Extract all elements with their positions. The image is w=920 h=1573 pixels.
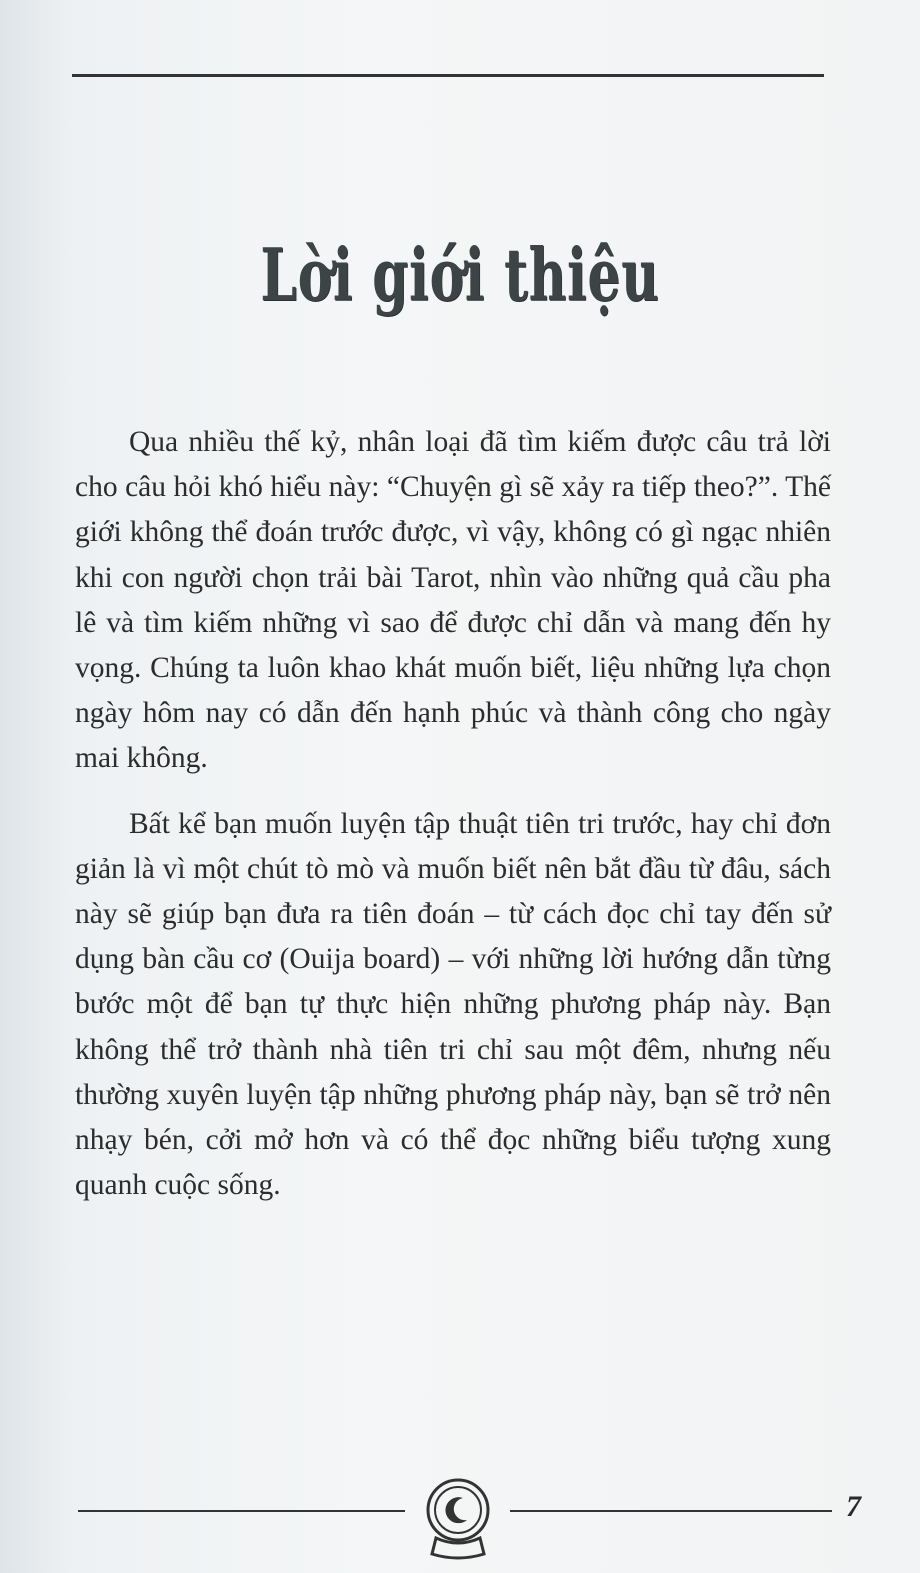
body-text — [75, 420, 831, 1228]
page-title: Lời giới thiệu — [260, 232, 660, 317]
footer-rule-left — [78, 1510, 405, 1512]
paragraph-2: Bất kể bạn muốn luyện tập thuật tiên tri trước, hay chỉ đơn giản là vì một chút tò mò và muốn biết nên bắt đầu từ đâu, sách này sẽ giúp bạn đưa ra tiên đoán – từ cách đọc chỉ tay đến sử dụng bàn cầu cơ (Ouija board) – với những lời hướng dẫn từng bước một để bạn tự thực hiện những phương pháp này. Bạn không thể trở thành nhà tiên tri chỉ sau một đêm, nhưng nếu thường xuyên luyện tập những phương pháp này, bạn sẽ trở nên nhạy bén, cởi mở hơn và có thể đọc những biểu tượng xung quanh cuộc sống. — [75, 807, 831, 1202]
crystal-ball-moon-icon — [420, 1476, 496, 1562]
paragraph-1: Qua nhiều thế kỷ, nhân loại đã tìm kiếm được câu trả lời cho câu hỏi khó hiểu này: “Chuyện gì sẽ xảy ra tiếp theo?”. Thế giới không thể đoán trước được, vì vậy, không có gì ngạc nhiên khi con người chọn trải bài Tarot, nhìn vào những quả cầu pha lê và tìm kiếm những vì sao để được chỉ dẫn và mang đến hy vọng. Chúng ta luôn khao khát muốn biết, liệu những lựa chọn ngày hôm nay có dẫn đến hạnh phúc và thành công cho ngày mai không. — [75, 426, 831, 775]
footer-rule-right — [510, 1510, 832, 1512]
top-rule — [72, 74, 824, 77]
page-number: 7 — [846, 1490, 861, 1523]
